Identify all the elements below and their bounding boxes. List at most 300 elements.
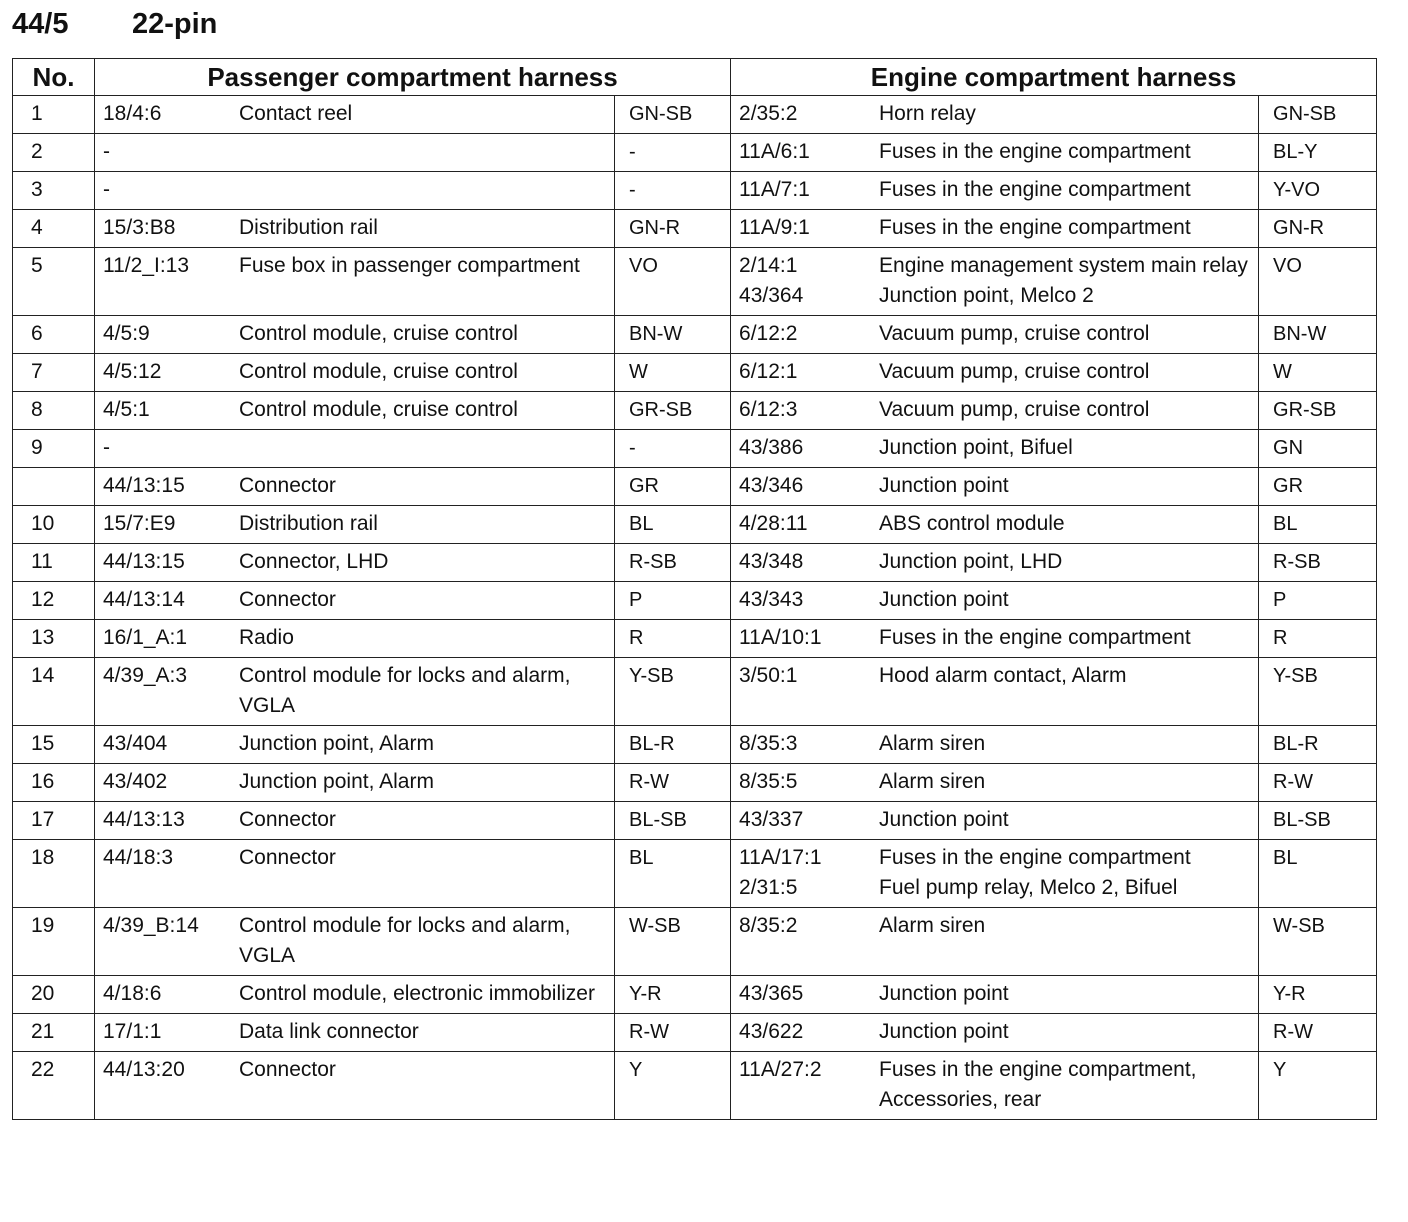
passenger-description [239,137,606,167]
engine-item [739,471,1250,501]
pin-number-cell [13,96,95,134]
passenger-wire-color-cell [615,658,731,726]
passenger-code: 11/2_I:13 [103,254,190,277]
engine-wire-color: GN-SB [1273,103,1337,125]
passenger-entry [95,134,614,171]
engine-cell [731,392,1259,430]
passenger-wire-color-cell [615,1014,731,1052]
passenger-description: Distribution rail [239,512,378,535]
passenger-wire-color: BL [629,513,654,535]
engine-wire-color-cell [1259,316,1377,354]
header-passenger: Passenger compartment harness [95,59,731,96]
passenger-cell [95,316,615,354]
engine-wire-color: BL-R [1273,733,1319,755]
passenger-entry [95,506,614,543]
engine-wire-color: Y-VO [1273,179,1321,201]
engine-wire-color: GR [1273,475,1304,497]
pin-number-cell [13,908,95,976]
passenger-cell [95,802,615,840]
engine-wire-color: BL [1273,513,1298,535]
engine-code: 6/12:3 [739,398,798,421]
passenger-code: 44/13:14 [103,588,185,611]
pin-number-cell [13,802,95,840]
engine-code: 11A/27:2 [739,1058,822,1081]
passenger-cell [95,430,615,468]
passenger-entry [95,210,614,247]
passenger-wire-color-cell [615,620,731,658]
passenger-description: Control module for locks and alarm, VGLA [239,664,571,717]
passenger-wire-color: GN-SB [629,103,693,125]
pin-number-cell [13,764,95,802]
engine-entry [731,210,1258,247]
engine-description: Vacuum pump, cruise control [879,398,1150,421]
passenger-entry [95,468,614,505]
engine-wire-color-cell [1259,96,1377,134]
engine-entry [731,976,1258,1013]
table-row [13,840,1377,908]
engine-item [739,319,1250,349]
passenger-entry [95,764,614,801]
pin-number-cell [13,726,95,764]
engine-cell [731,248,1259,316]
pin-number-cell [13,506,95,544]
pin-number: 12 [31,588,55,611]
passenger-cell [95,620,615,658]
engine-cell [731,316,1259,354]
engine-wire-color: GN [1273,437,1304,459]
engine-wire-color-cell [1259,1014,1377,1052]
passenger-wire-color-cell [615,908,731,976]
engine-wire-color-cell [1259,840,1377,908]
passenger-description: Connector [239,474,336,497]
pin-number: 8 [31,398,43,421]
engine-wire-color: GN-R [1273,217,1325,239]
table-body [13,96,1377,1120]
passenger-entry [95,248,614,285]
passenger-wire-color-cell [615,354,731,392]
passenger-wire-color: W-SB [629,915,681,937]
engine-cell [731,764,1259,802]
engine-wire-color: BL-Y [1273,141,1318,163]
engine-code: 43/365 [739,982,804,1005]
engine-code: 43/343 [739,588,804,611]
passenger-description: Control module, cruise control [239,360,518,383]
engine-entry [731,506,1258,543]
passenger-entry [95,620,614,657]
engine-code: 3/50:1 [739,664,798,687]
pin-number-cell [13,1014,95,1052]
passenger-wire-color-cell [615,248,731,316]
engine-description: Junction point [879,982,1009,1005]
passenger-code: 4/18:6 [103,982,162,1005]
passenger-wire-color: BN-W [629,323,683,345]
passenger-description: Data link connector [239,1020,419,1043]
passenger-wire-color: R-W [629,771,669,793]
passenger-wire-color-cell [615,544,731,582]
passenger-description: Connector [239,808,336,831]
passenger-wire-color: R-W [629,1021,669,1043]
engine-description: Junction point, LHD [879,550,1063,573]
passenger-wire-color: P [629,589,643,611]
passenger-cell [95,976,615,1014]
engine-cell [731,468,1259,506]
passenger-description: Connector [239,846,336,869]
passenger-wire-color: Y-SB [629,665,674,687]
engine-entry [731,908,1258,945]
engine-description: Vacuum pump, cruise control [879,360,1150,383]
engine-description: ABS control module [879,512,1065,535]
engine-item [739,251,1250,281]
engine-description: Alarm siren [879,914,986,937]
pin-number: 1 [31,102,43,125]
table-row [13,764,1377,802]
passenger-description: Connector [239,588,336,611]
passenger-entry [95,354,614,391]
engine-cell [731,544,1259,582]
engine-wire-color-cell [1259,392,1377,430]
passenger-wire-color-cell [615,316,731,354]
table-row [13,316,1377,354]
pin-number: 3 [31,178,43,201]
passenger-description [239,433,606,463]
table-row [13,802,1377,840]
engine-code: 43/364 [739,284,804,307]
pin-table [12,58,1377,1120]
pin-number-cell [13,316,95,354]
passenger-wire-color-cell [615,468,731,506]
engine-wire-color: W-SB [1273,915,1325,937]
passenger-code: 43/404 [103,732,168,755]
passenger-wire-color-cell [615,976,731,1014]
engine-entry [731,840,1258,907]
engine-description: Fuses in the engine compartment [879,216,1191,239]
passenger-wire-color-cell [615,392,731,430]
engine-wire-color-cell [1259,354,1377,392]
engine-item [739,137,1250,167]
engine-wire-color: BN-W [1273,323,1327,345]
engine-wire-color-cell [1259,544,1377,582]
passenger-description: Control module, electronic immobilizer [239,982,595,1005]
engine-description: Alarm siren [879,732,986,755]
pin-number: 6 [31,322,43,345]
passenger-wire-color: GR [629,475,659,497]
engine-item [739,1017,1250,1047]
engine-item [739,661,1250,691]
table-row [13,430,1377,468]
passenger-wire-color: BL [629,847,654,869]
table-row [13,506,1377,544]
header-no: No. [13,59,95,96]
engine-code: 11A/7:1 [739,178,810,201]
passenger-cell [95,96,615,134]
pin-number-cell [13,354,95,392]
engine-wire-color-cell [1259,976,1377,1014]
passenger-entry [95,392,614,429]
pin-number-cell [13,392,95,430]
passenger-wire-color: - [629,179,636,201]
pin-number-cell [13,468,95,506]
pin-number-cell [13,172,95,210]
engine-wire-color: GR-SB [1273,399,1337,421]
engine-item [739,509,1250,539]
engine-wire-color-cell [1259,620,1377,658]
engine-item [739,767,1250,797]
table-row [13,582,1377,620]
engine-entry [731,1052,1258,1119]
passenger-code: 17/1:1 [103,1020,162,1043]
engine-wire-color-cell [1259,726,1377,764]
table-row [13,1014,1377,1052]
passenger-code: - [103,178,110,201]
engine-code: 43/386 [739,436,804,459]
engine-wire-color: BL [1273,847,1298,869]
passenger-description: Distribution rail [239,216,378,239]
passenger-entry [95,1014,614,1051]
pin-number: 5 [31,254,43,277]
engine-entry [731,764,1258,801]
passenger-wire-color-cell [615,1052,731,1120]
passenger-entry [95,726,614,763]
table-row [13,96,1377,134]
pin-number-cell [13,430,95,468]
pin-number: 17 [31,808,55,831]
engine-entry [731,96,1258,133]
engine-description: Junction point [879,808,1009,831]
passenger-entry [95,96,614,133]
pin-number-cell [13,976,95,1014]
passenger-cell [95,468,615,506]
table-row [13,354,1377,392]
engine-entry [731,658,1258,695]
table-row [13,172,1377,210]
passenger-wire-color-cell [615,802,731,840]
passenger-wire-color: Y [629,1059,643,1081]
passenger-cell [95,544,615,582]
engine-item [739,1055,1250,1115]
engine-wire-color-cell [1259,802,1377,840]
passenger-wire-color: - [629,141,636,163]
passenger-code: 16/1_A:1 [103,626,188,649]
engine-wire-color-cell [1259,764,1377,802]
engine-item [739,395,1250,425]
pin-number: 11 [31,550,53,573]
passenger-wire-color: R [629,627,644,649]
engine-cell [731,620,1259,658]
engine-code: 11A/17:1 [739,846,822,869]
passenger-wire-color: VO [629,255,658,277]
passenger-code: 44/13:15 [103,474,185,497]
pin-number-cell [13,544,95,582]
engine-wire-color: Y-R [1273,983,1306,1005]
table-row [13,544,1377,582]
engine-wire-color: P [1273,589,1287,611]
engine-code: 43/622 [739,1020,804,1043]
passenger-description: Control module, cruise control [239,398,518,421]
engine-wire-color-cell [1259,172,1377,210]
engine-code: 8/35:3 [739,732,798,755]
passenger-wire-color-cell [615,210,731,248]
engine-description: Junction point [879,1020,1009,1043]
engine-entry [731,316,1258,353]
passenger-code: 15/7:E9 [103,512,176,535]
pin-number: 18 [31,846,55,869]
engine-entry [731,134,1258,171]
pin-number: 14 [31,664,55,687]
engine-description: Fuses in the engine compartment [879,178,1191,201]
engine-item [739,281,1250,311]
passenger-description [239,175,606,205]
engine-wire-color-cell [1259,582,1377,620]
engine-code: 8/35:5 [739,770,798,793]
pin-count: 22-pin [132,8,218,40]
pin-number-cell [13,210,95,248]
table-row [13,248,1377,316]
engine-code: 6/12:1 [739,360,798,383]
engine-cell [731,840,1259,908]
passenger-cell [95,764,615,802]
passenger-entry [95,316,614,353]
engine-item [739,873,1250,903]
engine-wire-color: W [1273,361,1292,383]
passenger-cell [95,582,615,620]
pin-number: 16 [31,770,55,793]
table-row [13,134,1377,172]
pin-number: 7 [31,360,43,383]
pin-number-cell [13,658,95,726]
table-row [13,658,1377,726]
passenger-entry [95,430,614,467]
engine-description: Hood alarm contact, Alarm [879,664,1127,687]
passenger-cell [95,658,615,726]
engine-entry [731,430,1258,467]
passenger-wire-color: BL-SB [629,809,687,831]
table-row [13,1052,1377,1120]
table-header-row [13,59,1377,96]
passenger-description: Control module for locks and alarm, VGLA [239,914,571,967]
engine-cell [731,210,1259,248]
pin-number-cell [13,248,95,316]
engine-item [739,357,1250,387]
passenger-cell [95,908,615,976]
engine-entry [731,1014,1258,1051]
engine-cell [731,172,1259,210]
passenger-cell [95,210,615,248]
engine-cell [731,726,1259,764]
engine-item [739,729,1250,759]
pin-number: 10 [31,512,55,535]
engine-wire-color-cell [1259,1052,1377,1120]
engine-item [739,99,1250,129]
engine-cell [731,96,1259,134]
passenger-code: 4/39_B:14 [103,914,199,937]
engine-entry [731,172,1258,209]
engine-wire-color: R-W [1273,1021,1313,1043]
connector-id: 44/5 [12,8,69,40]
passenger-code: 44/13:13 [103,808,185,831]
header-engine: Engine compartment harness [731,59,1377,96]
engine-entry [731,354,1258,391]
passenger-code: 44/18:3 [103,846,174,869]
engine-wire-color-cell [1259,506,1377,544]
passenger-entry [95,908,614,975]
pin-number-cell [13,620,95,658]
engine-wire-color-cell [1259,658,1377,726]
engine-item [739,547,1250,577]
passenger-entry [95,658,614,725]
engine-cell [731,354,1259,392]
passenger-code: 4/39_A:3 [103,664,188,687]
pin-number: 19 [31,914,55,937]
passenger-entry [95,802,614,839]
passenger-wire-color-cell [615,582,731,620]
passenger-entry [95,1052,614,1089]
engine-item [739,213,1250,243]
passenger-code: 4/5:9 [103,322,150,345]
engine-code: 11A/6:1 [739,140,810,163]
engine-cell [731,430,1259,468]
pin-number: 15 [31,732,55,755]
pin-number-cell [13,582,95,620]
engine-wire-color-cell [1259,430,1377,468]
engine-description: Fuses in the engine compartment [879,140,1191,163]
passenger-code: 44/13:15 [103,550,185,573]
pin-number: 2 [31,140,43,163]
passenger-wire-color-cell [615,840,731,908]
engine-wire-color: R [1273,627,1288,649]
engine-wire-color: VO [1273,255,1302,277]
engine-wire-color-cell [1259,468,1377,506]
passenger-cell [95,172,615,210]
engine-wire-color-cell [1259,248,1377,316]
passenger-entry [95,582,614,619]
engine-code: 2/14:1 [739,254,798,277]
table-row [13,726,1377,764]
pin-number: 22 [31,1058,55,1081]
passenger-wire-color: - [629,437,636,459]
passenger-entry [95,976,614,1013]
engine-item [739,585,1250,615]
engine-entry [731,582,1258,619]
engine-item [739,433,1250,463]
passenger-code: 44/13:20 [103,1058,185,1081]
passenger-description: Fuse box in passenger compartment [239,254,580,277]
engine-cell [731,582,1259,620]
passenger-wire-color: GR-SB [629,399,693,421]
passenger-entry [95,840,614,877]
engine-entry [731,802,1258,839]
passenger-wire-color: GN-R [629,217,681,239]
table-row [13,210,1377,248]
engine-code: 2/35:2 [739,102,798,125]
page-title [12,8,217,41]
passenger-code: 15/3:B8 [103,216,176,239]
engine-description: Fuses in the engine compartment [879,626,1191,649]
engine-cell [731,658,1259,726]
engine-description: Fuses in the engine compartment, Accessories, rear [879,1058,1197,1111]
engine-description: Fuses in the engine compartment [879,846,1191,869]
passenger-wire-color: BL-R [629,733,675,755]
passenger-code: 4/5:12 [103,360,162,383]
engine-item [739,175,1250,205]
engine-description: Engine management system main relay [879,254,1248,277]
engine-description: Junction point [879,474,1009,497]
engine-code: 43/346 [739,474,804,497]
engine-code: 11A/9:1 [739,216,810,239]
passenger-cell [95,726,615,764]
engine-wire-color: R-SB [1273,551,1321,573]
pin-number-cell [13,840,95,908]
passenger-wire-color: W [629,361,648,383]
